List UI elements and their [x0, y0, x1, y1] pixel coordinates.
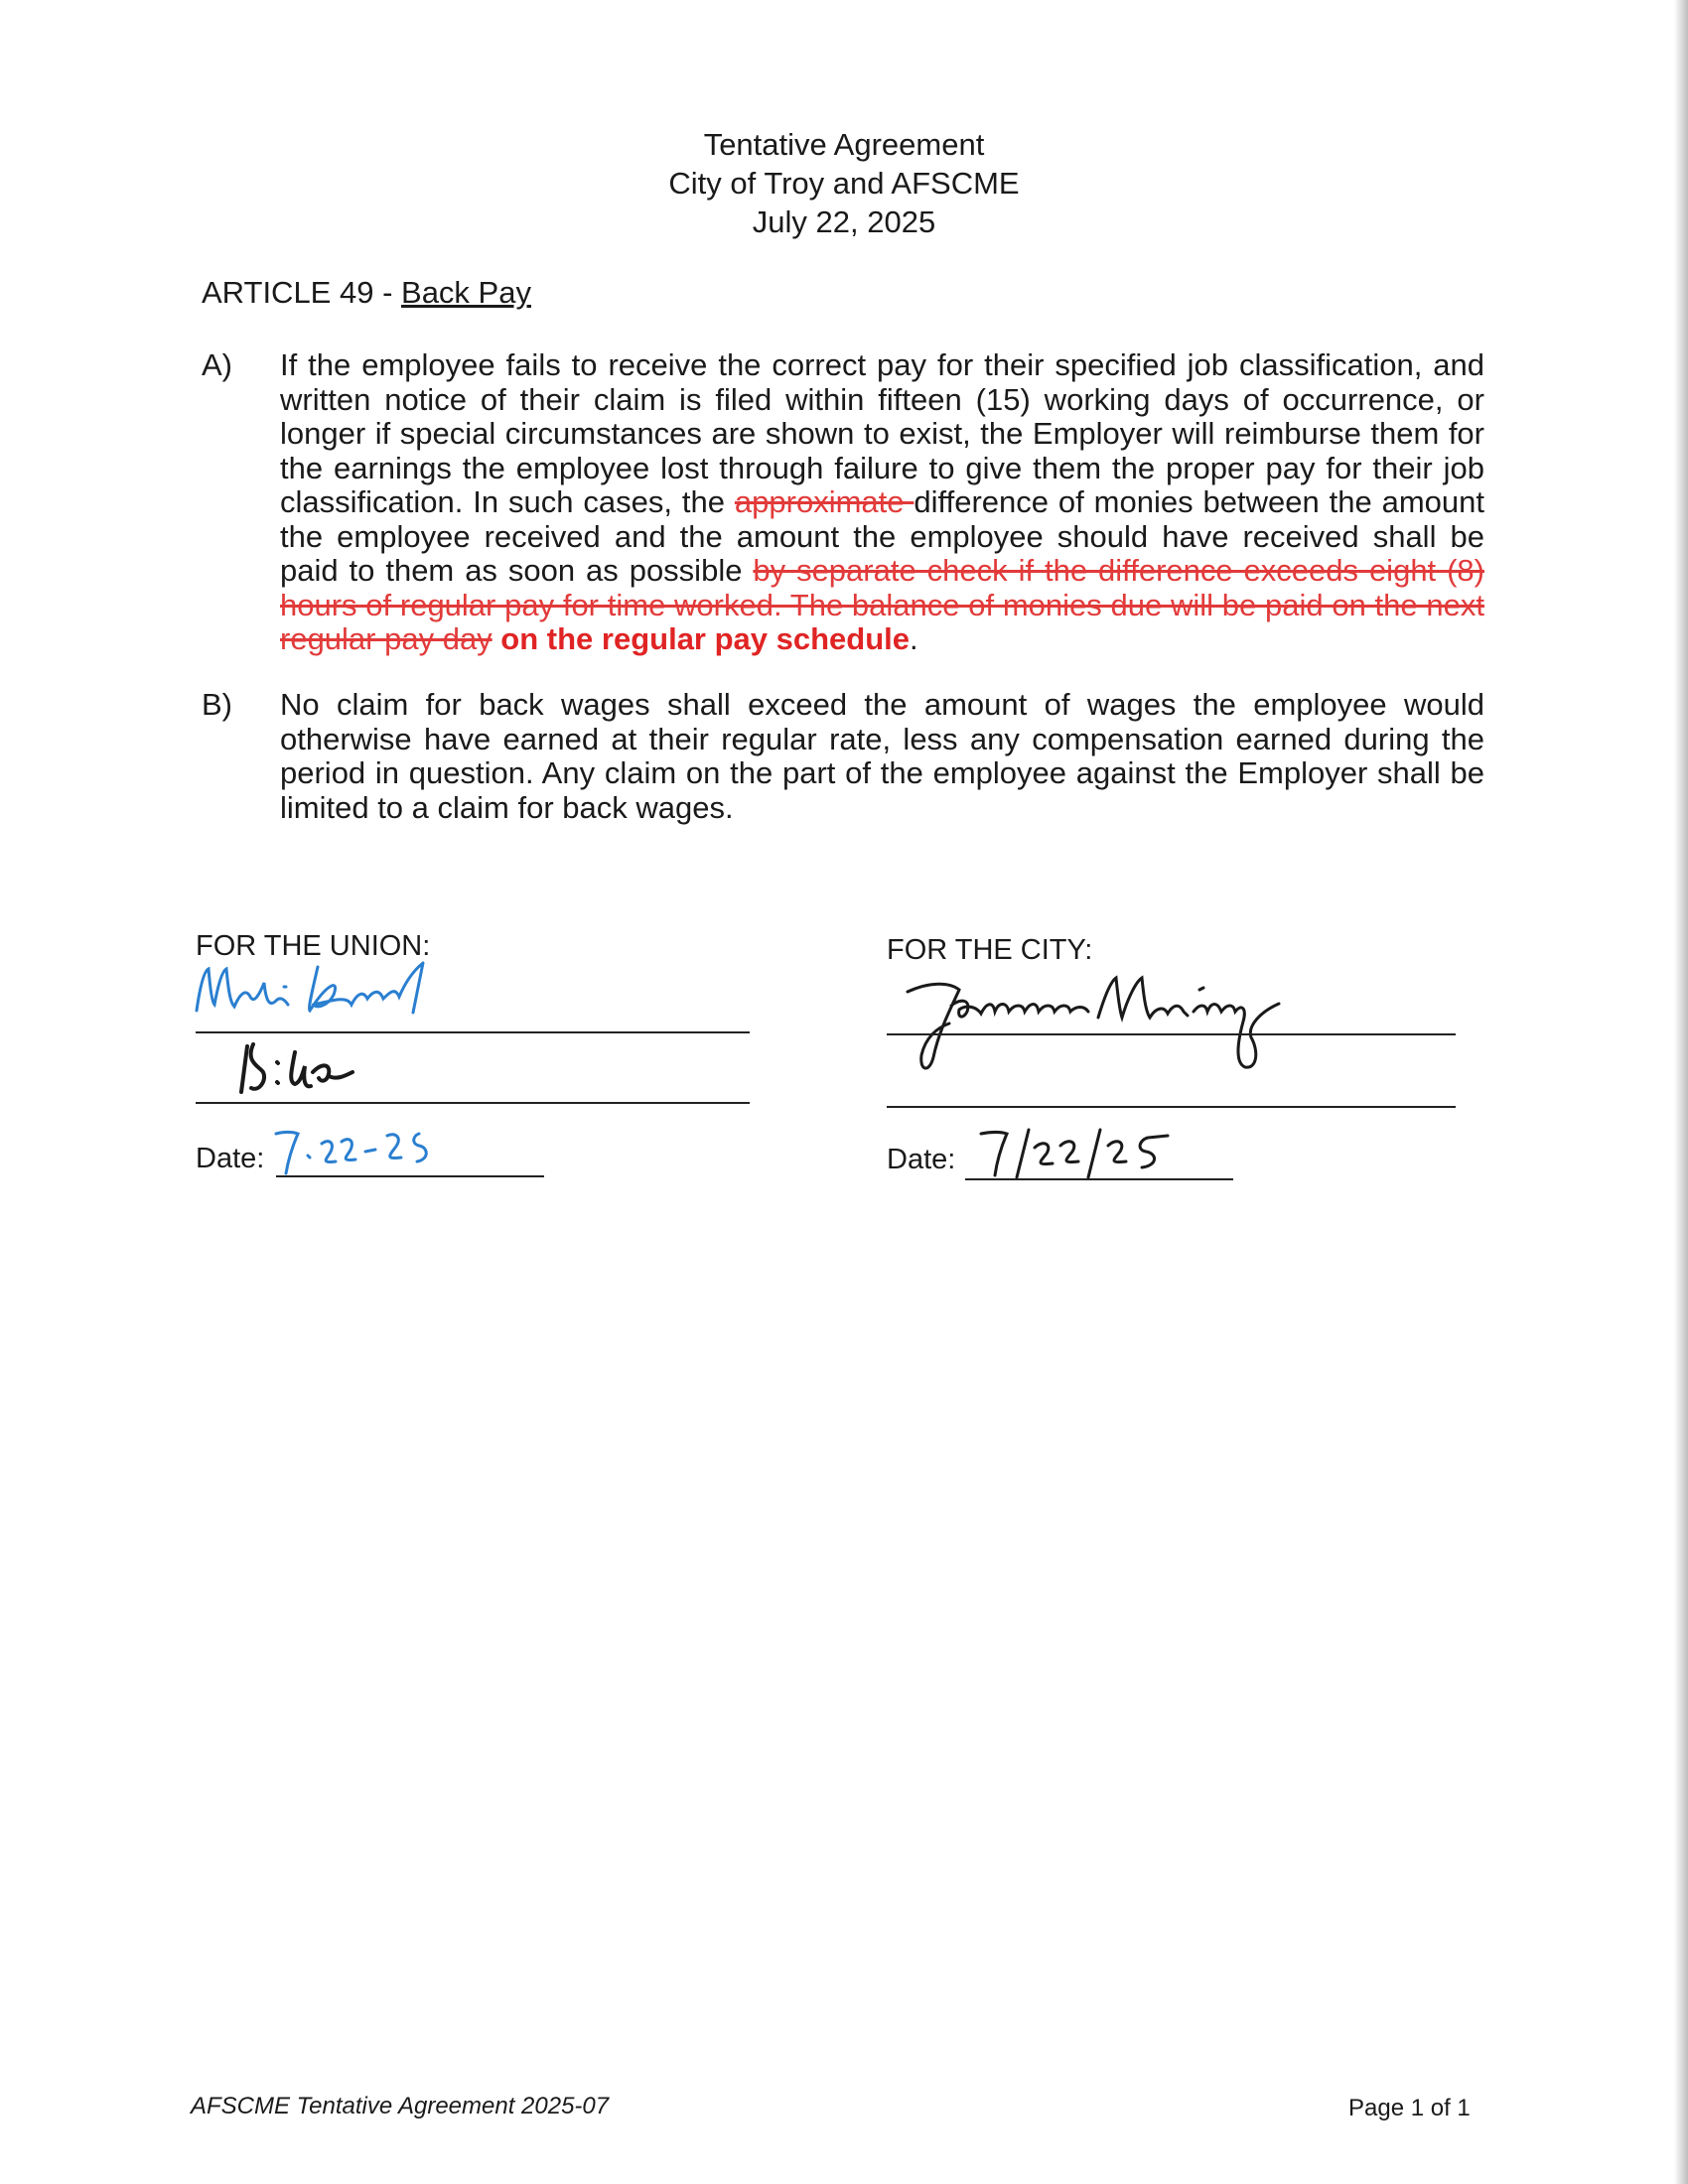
city-signature-line-1 [887, 1033, 1456, 1035]
section-a-text-3: . [910, 621, 918, 656]
footer-document-id: AFSCME Tentative Agreement 2025-07 [191, 2093, 610, 2119]
header-title: Tentative Agreement [703, 127, 985, 162]
city-signature-line-2 [887, 1106, 1456, 1108]
document-header [0, 125, 1688, 241]
article-heading [202, 275, 531, 311]
city-date-label: Date: [887, 1144, 956, 1175]
city-date-line [965, 1178, 1233, 1180]
section-a-text-1: If the employee fails to receive the correct pay for their specified job classification, and written notice of their claim is filed within fifteen (15) working days of occurrence, or longer if special circumstances are shown to exist, the Employer will reimburse them for the earnings the employee lost through failure to give them the proper pay for their job classification. In such cases, the [280, 347, 1484, 519]
deleted-text-approximate: approximate [734, 484, 914, 519]
union-signature-2 [233, 1032, 382, 1107]
inserted-text-regular-schedule: on the regular pay schedule [492, 621, 911, 656]
section-b-label: B) [202, 687, 232, 722]
scan-edge-shadow [1674, 0, 1688, 2184]
union-signature-line-2 [196, 1102, 750, 1104]
union-date-handwritten [270, 1122, 469, 1181]
header-parties: City of Troy and AFSCME [668, 166, 1020, 201]
section-a-label: A) [202, 347, 232, 382]
union-date-line [276, 1175, 544, 1177]
union-label: FOR THE UNION: [196, 930, 431, 962]
section-a-text-2: difference of monies between the amount the employee received and the amount the employee should have received shall be paid to them as soon as possible [280, 484, 1484, 588]
header-date: July 22, 2025 [752, 205, 936, 239]
union-signature-1 [189, 953, 477, 1032]
city-signature [890, 968, 1386, 1082]
city-label: FOR THE CITY: [887, 934, 1093, 966]
article-title: Back Pay [401, 275, 531, 310]
footer-page-number: Page 1 of 1 [1348, 2095, 1471, 2121]
deleted-text-separate-check: by separate check if the difference exceeds eight (8) hours of regular pay for time worked. The balance of monies due will be paid on the next regular pay day [280, 553, 1484, 656]
union-date-label: Date: [196, 1143, 265, 1174]
city-date-handwritten [973, 1122, 1192, 1183]
section-a-text [280, 348, 1484, 657]
article-number: ARTICLE 49 - [202, 275, 402, 310]
section-b-text: No claim for back wages shall exceed the amount of wages the employee would otherwise have earned at their regular rate, less any compensation earned during the period in question. Any claim on the part of the employee against the Employer shall be limited to a claim for back wages. [280, 687, 1484, 825]
